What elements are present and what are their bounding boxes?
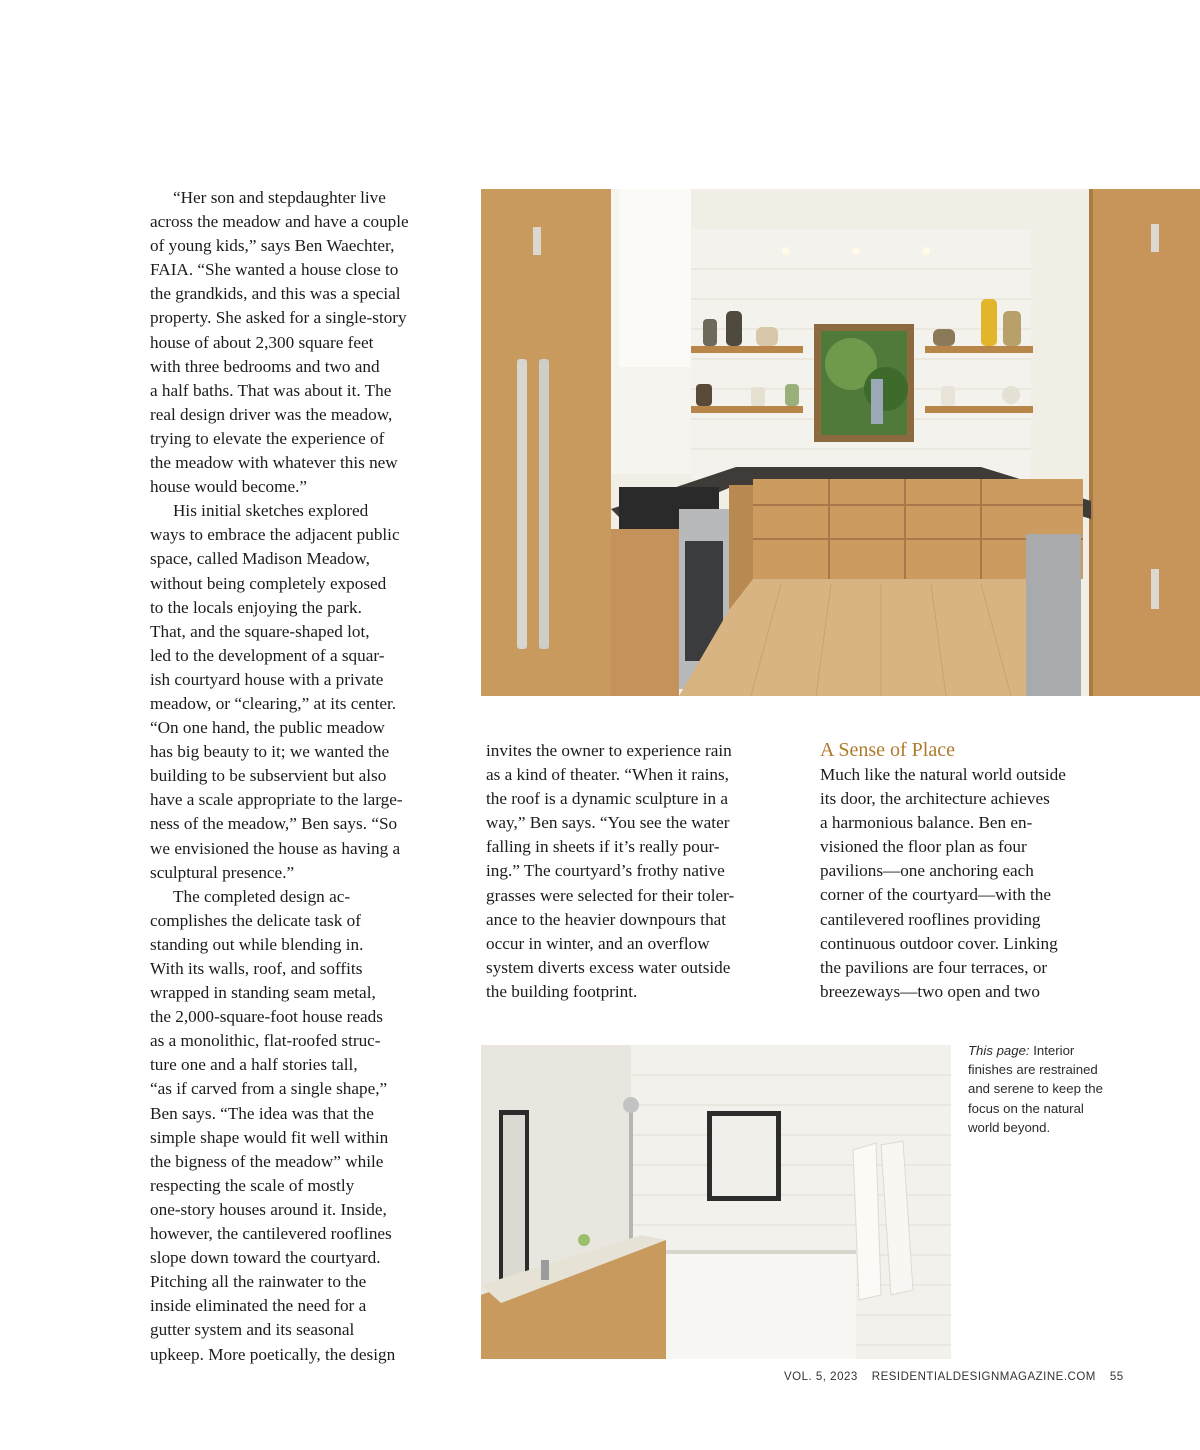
body-text-line: one-story houses around it. Inside, [150, 1199, 387, 1219]
body-text-line: grasses were selected for their toler- [486, 885, 735, 905]
body-text-line: meadow, or “clearing,” at its center. [150, 693, 397, 713]
body-text-line: space, called Madison Meadow, [150, 549, 370, 569]
body-text-line: continuous outdoor cover. Linking [820, 933, 1058, 953]
caption-line: world beyond. [968, 1119, 1051, 1135]
body-text-line: gutter system and its seasonal [150, 1320, 355, 1340]
body-text-line: The completed design ac- [173, 886, 351, 906]
kitchen-photo [481, 189, 1200, 696]
article-column-left [150, 186, 450, 1367]
body-text-line: His initial sketches explored [173, 501, 369, 521]
body-text-line: simple shape would fit well within [150, 1127, 389, 1147]
body-text-line: occur in winter, and an overflow [486, 933, 710, 953]
body-text-line: standing out while blending in. [150, 934, 364, 954]
body-text-line: has big beauty to it; we wanted the [150, 742, 390, 762]
body-text-line: its door, the architecture achieves [820, 789, 1050, 809]
photo-caption [968, 1041, 1118, 1137]
body-text-line: sculptural presence.” [150, 862, 295, 882]
body-text-line: ing.” The courtyard’s frothy native [486, 861, 725, 881]
website-label: RESIDENTIALDESIGNMAGAZINE.COM [871, 1371, 1096, 1383]
caption-line: and serene to keep the [968, 1081, 1103, 1097]
body-text-line: complishes the delicate task of [150, 910, 361, 930]
body-text-line: “Her son and stepdaughter live [173, 188, 386, 207]
body-text-line: invites the owner to experience rain [486, 741, 732, 760]
body-text-line: pavilions—one anchoring each [820, 861, 1034, 881]
caption-line: focus on the natural [968, 1100, 1084, 1116]
body-text-line: corner of the courtyard—with the [820, 885, 1051, 905]
body-text-line: cantilevered rooflines providing [820, 909, 1041, 929]
body-text-line: property. She asked for a single-story [150, 308, 407, 328]
body-text-line: real design driver was the meadow, [150, 404, 393, 424]
body-text-line: ish courtyard house with a private [150, 669, 384, 689]
issue-label: VOL. 5, 2023 [784, 1371, 858, 1383]
body-text-line: With its walls, roof, and soffits [150, 959, 363, 978]
body-text-line: the roof is a dynamic sculpture in a [486, 789, 728, 809]
body-text-line: way,” Ben says. “You see the water [486, 813, 730, 833]
body-text-line: falling in sheets if it’s really pour- [486, 837, 720, 857]
body-text-line: “as if carved from a single shape,” [150, 1079, 388, 1099]
page-number: 55 [1109, 1371, 1124, 1383]
body-text-line: building to be subservient but also [150, 766, 387, 786]
body-text-line: house of about 2,300 square feet [150, 332, 374, 352]
body-text-line: however, the cantilevered rooflines [150, 1224, 392, 1244]
body-text-line: the grandkids, and this was a special [150, 284, 401, 304]
body-text-line: inside eliminated the need for a [150, 1296, 367, 1316]
article-column-right [820, 763, 1120, 1004]
body-text-line: of young kids,” says Ben Waechter, [150, 236, 395, 256]
body-text-line: we envisioned the house as having a [150, 838, 401, 858]
body-text-line: visioned the floor plan as four [820, 837, 1027, 857]
body-text-line: house would become.” [150, 477, 308, 497]
page-footer [784, 1371, 1124, 1383]
body-text-line: “On one hand, the public meadow [150, 718, 385, 738]
body-text-line: without being completely exposed [150, 573, 387, 593]
body-text-line: a harmonious balance. Ben en- [820, 813, 1033, 833]
body-text-line: across the meadow and have a couple [150, 212, 409, 232]
body-text-line: as a monolithic, flat-roofed struc- [150, 1031, 381, 1051]
body-text-line: trying to elevate the experience of [150, 428, 385, 448]
body-text-line: Ben says. “The idea was that the [150, 1103, 374, 1123]
body-text-line: the 2,000-square-foot house reads [150, 1007, 383, 1027]
body-text-line: the meadow with whatever this new [150, 453, 398, 473]
body-text-line: FAIA. “She wanted a house close to [150, 260, 399, 280]
body-text-line: ture one and a half stories tall, [150, 1055, 358, 1075]
caption-line: finishes are restrained [968, 1062, 1098, 1078]
caption-line: Interior [1033, 1043, 1075, 1058]
body-text-line: Pitching all the rainwater to the [150, 1272, 367, 1292]
body-text-line: to the locals enjoying the park. [150, 597, 362, 617]
body-text-line: respecting the scale of mostly [150, 1175, 355, 1195]
body-text-line: wrapped in standing seam metal, [150, 983, 376, 1003]
body-text-line: as a kind of theater. “When it rains, [486, 765, 729, 785]
body-text-line: with three bedrooms and two and [150, 356, 380, 376]
body-text-line: slope down toward the courtyard. [150, 1248, 381, 1268]
caption-lead: This page: [968, 1043, 1030, 1058]
body-text-line: the pavilions are four terraces, or [820, 957, 1048, 977]
bathroom-photo [481, 1045, 951, 1359]
body-text-line: Much like the natural world outside [820, 765, 1066, 784]
body-text-line: That, and the square-shaped lot, [150, 621, 370, 641]
body-text-line: upkeep. More poetically, the design [150, 1344, 396, 1364]
body-text-line: the building footprint. [486, 981, 638, 1001]
body-text-line: ance to the heavier downpours that [486, 909, 727, 929]
body-text-line: ness of the meadow,” Ben says. “So [150, 814, 398, 834]
article-column-middle [486, 739, 786, 1004]
body-text-line: have a scale appropriate to the large- [150, 790, 403, 810]
body-text-line: system diverts excess water outside [486, 957, 731, 977]
body-text-line: ways to embrace the adjacent public [150, 525, 400, 545]
body-text-line: a half baths. That was about it. The [150, 380, 392, 400]
body-text-line: breezeways—two open and two [820, 981, 1041, 1001]
body-text-line: the bigness of the meadow” while [150, 1151, 384, 1171]
section-heading: A Sense of Place [820, 739, 955, 761]
body-text-line: led to the development of a squar- [150, 645, 385, 665]
